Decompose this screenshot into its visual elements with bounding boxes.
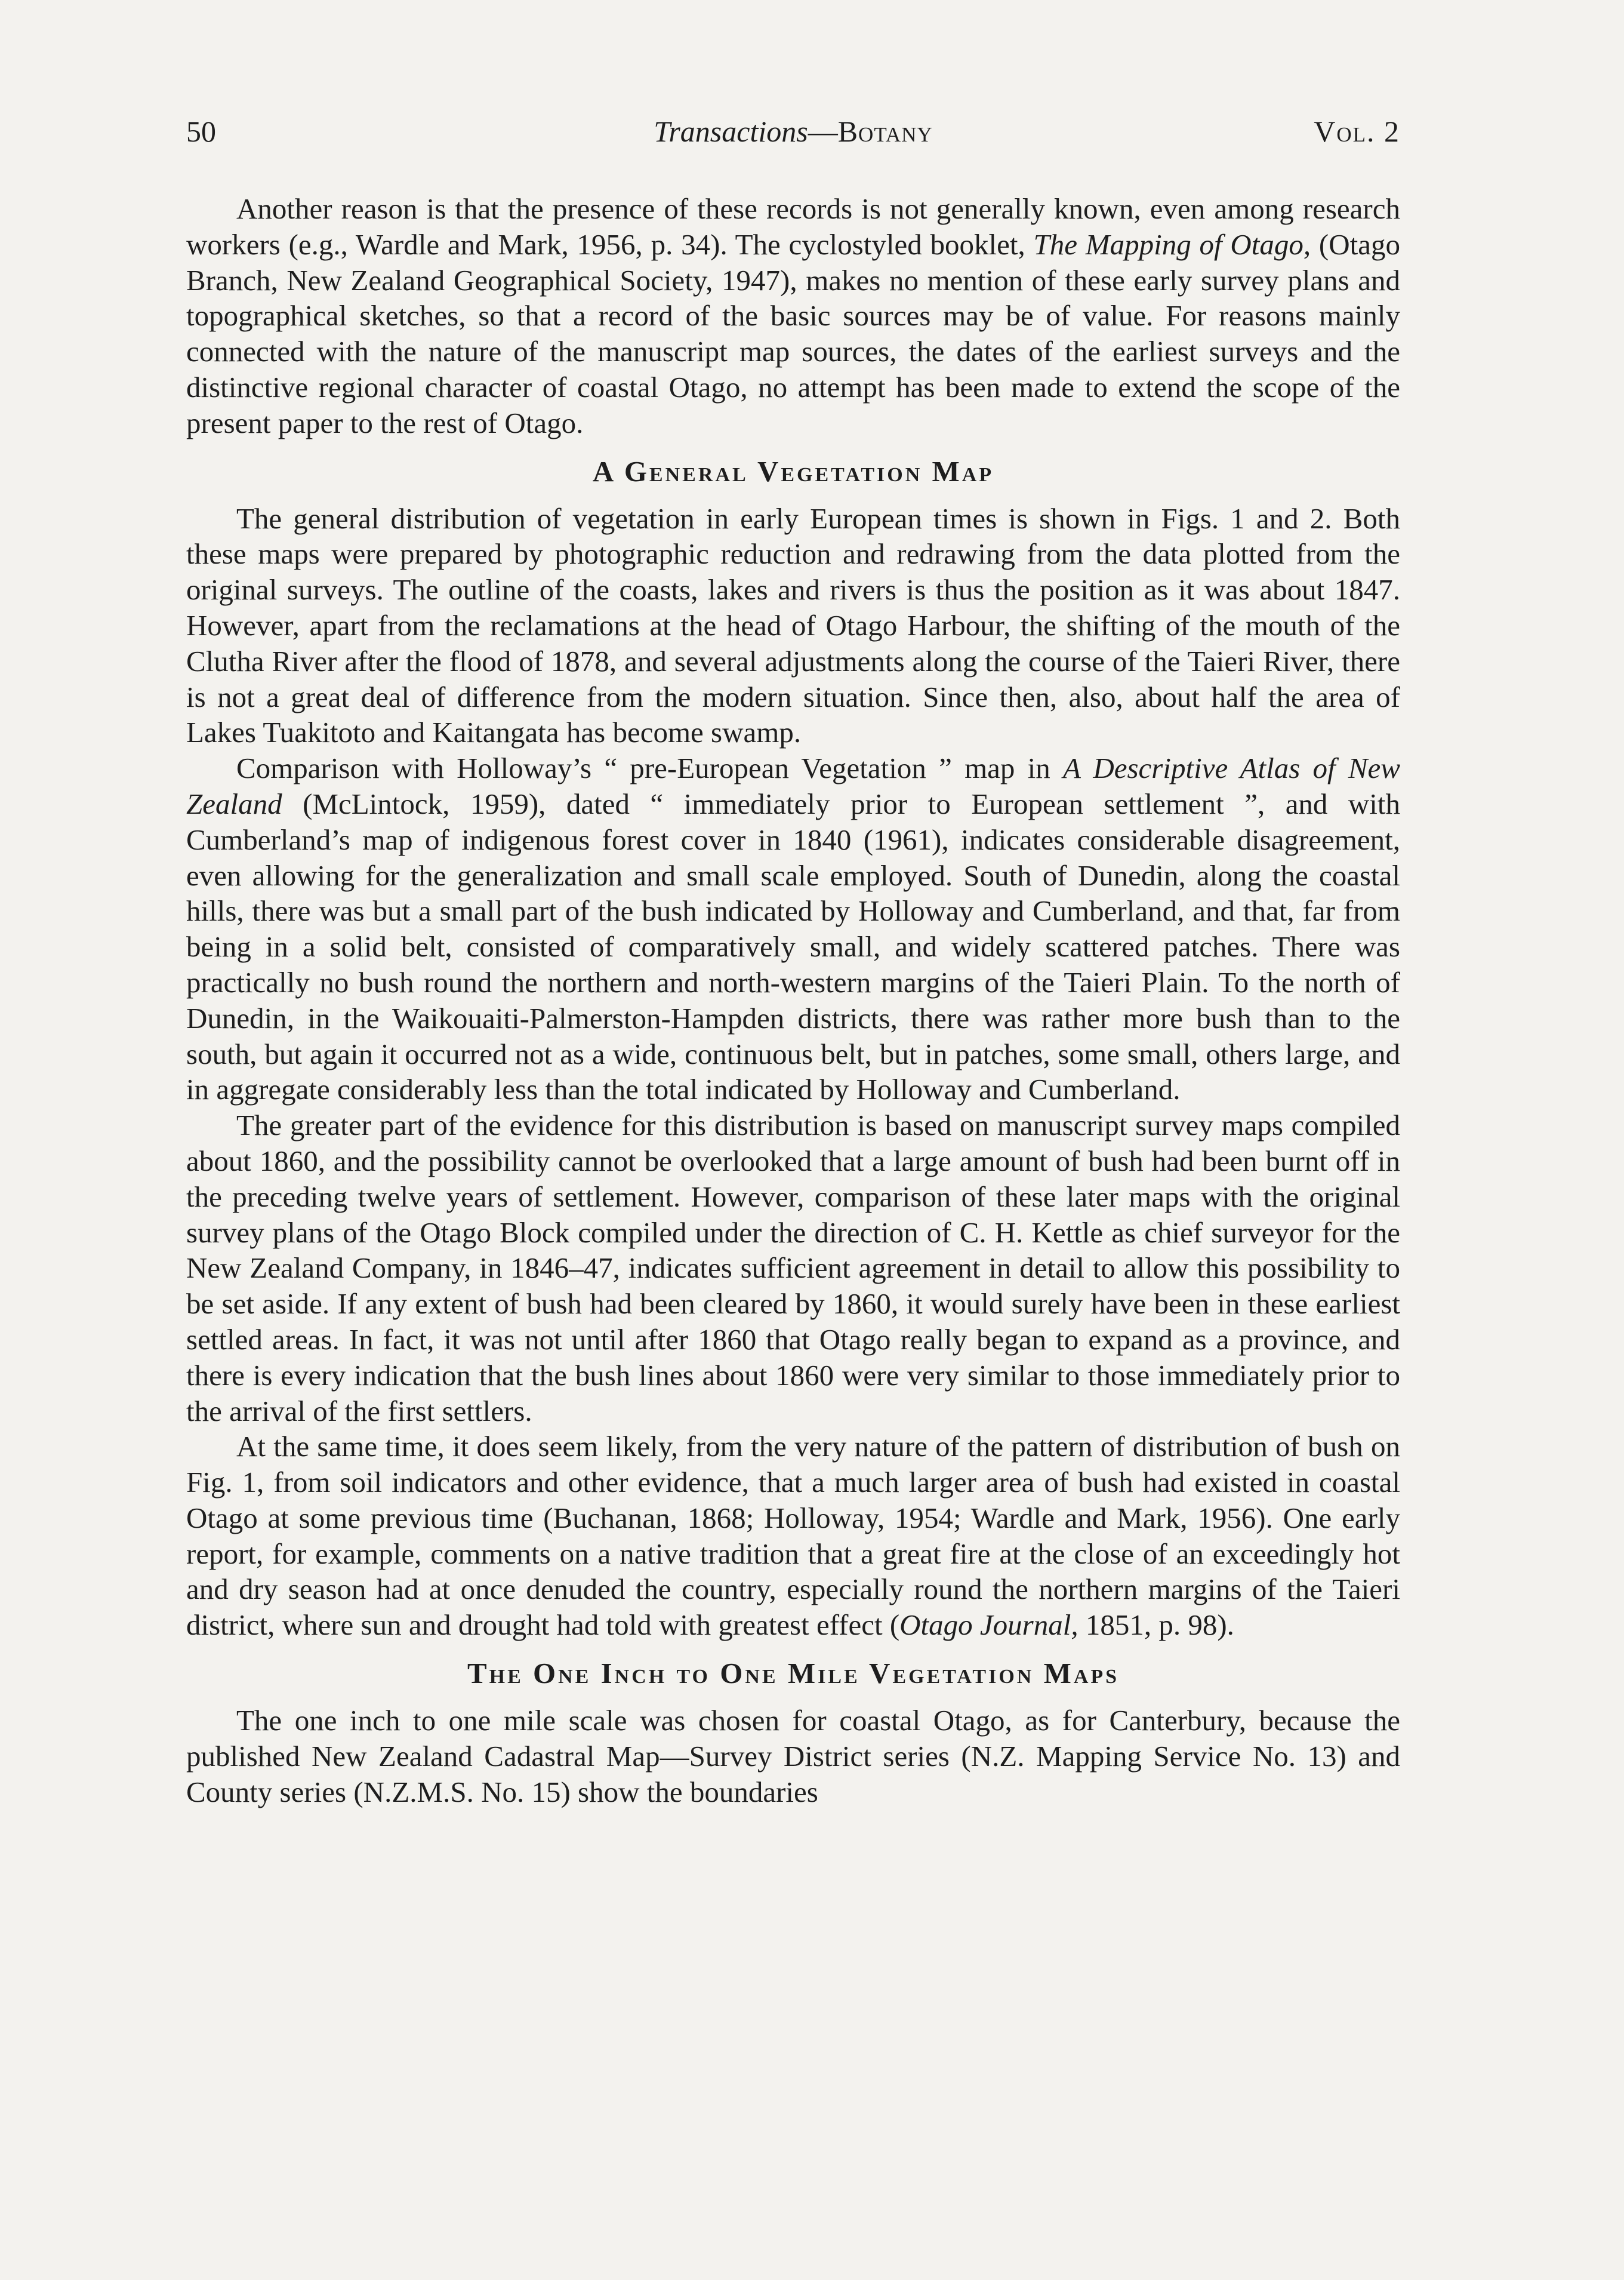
paragraph [186,1703,1400,1810]
paragraph [186,1429,1400,1643]
paragraph [186,750,1400,1107]
paragraph-italic: A Descriptive Atlas of New Zealand [186,752,1400,820]
paragraph-text: Comparison with Holloway’s “ pre-European Vegetation ” map in [236,752,1064,785]
paragraph [186,1107,1400,1429]
paragraph-text: Another reason is that the presence of these records is not generally known, even among research workers (e.g., Wardle and Mark, 1956, p. 34). The cyclostyled booklet, [186,192,1400,261]
section-heading: The One Inch to One Mile Vegetation Maps [467,1657,1120,1690]
paragraph-text: (Otago Branch, New Zealand Geographical Society, 1947), makes no mention of these early survey plans and topographical sketches, so that a record of the basic sources may be of value. For reasons mainly connected with the nature of the manuscript map sources, the dates of the earliest surveys and the distinctive regional character of coastal Otago, no attempt has been made to extend the scope of the present paper to the rest of Otago. [186,227,1400,439]
page-number: 50 [186,115,216,148]
paragraph-italic: The Mapping of Otago, [1033,227,1311,261]
body-text [186,191,1400,1810]
journal-name: Transactions [654,115,808,148]
journal-title [186,107,1400,155]
paragraph-italic: Otago Journal, [899,1608,1078,1642]
paragraph-text: The general distribution of vegetation in early European times is shown in Figs. 1 and 2. Both these maps were prepared by photographic reduction and redrawing from the data plotted from the original surveys. The outline of the coasts, lakes and rivers is thus the position as it was about 1847. However, apart from the reclamations at the head of Otago Harbour, the shifting of the mouth of the Clutha River after the flood of 1878, and several adjustments along the course of the Taieri River, there is not a great deal of difference from the modern situation. Since then, also, about half the area of Lakes Tuakitoto and Kaitangata has become swamp. [186,501,1400,749]
paragraph-text: 1851, p. 98). [1078,1608,1234,1642]
paragraph-text: (McLintock, 1959), dated “ immediately prior to European settlement ”, and with Cumberland’s map of indigenous forest cover in 1840 (1961), indicates considerable disagreement, even allowing for the generalization and small scale employed. South of Dunedin, along the coastal hills, there was but a small part of the bush indicated by Holloway and Cumberland, and that, far from being in a solid belt, consisted of comparatively small, and widely scattered patches. There was practically no bush round the northern and north-western margins of the Taieri Plain. To the north of Dunedin, in the Waikouaiti-Palmerston-Hampden districts, there was rather more bush than to the south, but again it occurred not as a wide, continuous belt, but in patches, some small, others large, and in aggregate considerably less than the total indicated by Holloway and Cumberland. [186,787,1400,1106]
paragraph-text: The greater part of the evidence for this distribution is based on manuscript survey maps compiled about 1860, and the possibility cannot be overlooked that a large amount of bush had been burnt off in the preceding twelve years of settlement. However, comparison of these later maps with the original survey plans of the Otago Block compiled under the direction of C. H. Kettle as chief surveyor for the New Zealand Company, in 1846–47, indicates sufficient agreement in detail to allow this possibility to be set aside. If any extent of bush had been cleared by 1860, it would surely have been in these earliest settled areas. In fact, it was not until after 1860 that Otago really began to expand as a province, and there is every indication that the bush lines about 1860 were very similar to those immediately prior to the arrival of the first settlers. [186,1109,1400,1427]
journal-dash: — [808,115,838,148]
volume-label: Vol. 2 [1314,115,1400,148]
paragraph [186,191,1400,441]
paragraph-text: At the same time, it does seem likely, from the very nature of the pattern of distribution of bush on Fig. 1, from soil indicators and other evidence, that a much larger area of bush had existed in coastal Otago at some previous time (Buchanan, 1868; Holloway, 1954; Wardle and Mark, 1956). One early report, for example, comments on a native tradition that a great fire at the close of an exceedingly hot and dry season had at once denuded the country, especially round the northern margins of the Taieri district, where sun and drought had told with greatest effect ( [186,1430,1400,1642]
journal-section: Botany [837,115,933,148]
page [186,107,1400,1810]
paragraph-text: The one inch to one mile scale was chosen for coastal Otago, as for Canterbury, because the published New Zealand Cadastral Map—Survey District series (N.Z. Mapping Service No. 13) and County series (N.Z.M.S. No. 15) show the boundaries [186,1704,1400,1808]
paragraph [186,501,1400,751]
section-heading: A General Vegetation Map [592,454,994,488]
running-head [186,107,1400,155]
